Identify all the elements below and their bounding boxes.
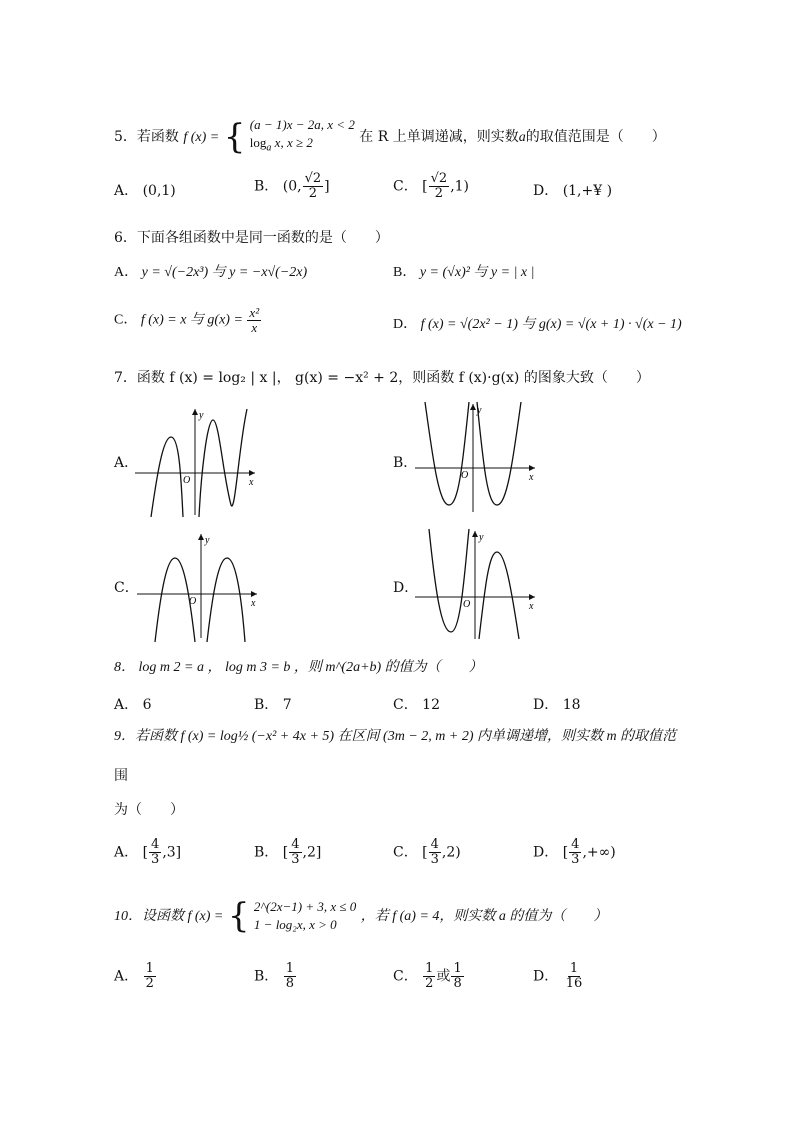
q5-stem [114,116,666,158]
q10-stem [114,898,607,934]
q9-option-c[interactable]: C． [ $\frac{4}{3}$ ,2) [393,837,461,867]
svg-text:O: O [461,470,469,481]
q7-a-x-label: x [249,477,254,488]
q5-piece1: (a − 1)x − 2a, x < 2 [249,117,355,132]
q7-stem: 7．函数 f (x) = log₂ | x |， g(x) = −x² + 2，则函数 f (x)·g(x) 的图象大致（ ） [114,370,650,386]
q6-stem: 6．下面各组函数中是同一函数的是（ ） [114,230,389,246]
q8-option-c[interactable]: C． 12 [393,697,440,713]
q5-suffix: 在 R 上单调递减，则实数 [359,128,519,145]
q5-piecewise [250,116,355,158]
q10-option-c[interactable]: C． $\frac{1}{2}$ 或 $\frac{1}{8}$ [393,961,462,991]
q8-stem: 8． log m 2 = a ， log m 3 = b ，则 m^(2a+b) 的值为（ ） [114,660,483,675]
q9-stem-line3: 为（ ） [114,802,184,818]
svg-text:x: x [529,601,534,612]
q9-option-d[interactable]: D． [ $\frac{4}{3}$ ,+∞) [533,837,616,867]
q5-piece2: $\log_a x$, x ≥ 2 [249,135,313,154]
q10-piece2: 1 − log₂x, x > 0 [253,917,337,932]
q5-number: 5． [114,128,137,145]
q10-brace: { [227,896,250,936]
q7-graph-d[interactable] [415,527,540,642]
q7-graph-c-label[interactable]: C． [114,580,139,596]
q5-option-d[interactable]: D． (1,+¥ ) [533,183,613,199]
q9-stem-line1: 9．若函数 f (x) = log½ (−x² + 4x + 5) 在区间 (3m − 2, m + 2) 内单调递增，则实数 m 的取值范 [114,729,677,744]
q8-option-b[interactable]: B． 7 [254,697,292,713]
q10-suffix: ，若 f (a) = 4，则实数 a 的值为（ ） [360,909,608,924]
q6-option-d[interactable]: D． f (x) = √(2x² − 1) 与 g(x) = √(x + 1) · √(x − 1) [393,317,682,332]
q6-option-c[interactable]: C． f (x) = x 与 g(x) = $\frac{\text{x²}}{x}$ [114,305,260,335]
q6-option-a[interactable]: A． y = √(−2x³) 与 y = −x√(−2x) [114,265,308,280]
q5-fx: f (x) = [183,129,220,145]
q5-option-c[interactable]: C． [ $\frac{√2}{2}$ ,1) [393,171,470,201]
q5-tail: 的取值范围是（ ） [525,128,666,145]
q10-prefix: 10．设函数 f (x) = [114,909,224,924]
svg-text:O: O [463,599,471,610]
svg-text:y: y [479,532,484,543]
q10-option-d[interactable]: D． $\frac{1}{16}$ [533,961,583,991]
q8-option-a[interactable]: A． 6 [114,697,152,713]
svg-text:x: x [251,598,256,609]
q7-graph-c[interactable] [137,530,262,645]
q7-graph-b[interactable] [415,400,540,515]
svg-text:y: y [477,405,482,416]
q8-option-d[interactable]: D． 18 [533,697,581,713]
q6-option-b[interactable]: B． y = (√x)² 与 y = | x | [393,265,535,280]
q7-graph-b-label[interactable]: B． [393,455,418,471]
q10-piece1: 2^(2x−1) + 3, x ≤ 0 [253,899,357,914]
q5-brace: { [223,116,246,157]
q5-option-b[interactable]: B． (0, $\frac{√2}{2}$ ] [254,171,330,201]
q7-a-origin: O [183,475,191,486]
q9-stem-line2: 围 [114,768,128,784]
q7-graph-d-label[interactable]: D． [393,580,419,596]
q7-graph-a[interactable] [135,405,260,520]
q5-var: a [518,129,526,145]
q9-option-a[interactable]: A． [ $\frac{4}{3}$ ,3] [114,837,182,867]
q10-piecewise [254,898,356,934]
q5-option-a[interactable]: A． (0,1) [114,183,176,199]
svg-text:x: x [529,472,534,483]
svg-text:y: y [205,535,210,546]
q10-option-a[interactable]: A． $\frac{1}{2}$ [114,961,154,991]
q7-graph-a-label[interactable]: A． [114,455,139,471]
q10-option-b[interactable]: B． $\frac{1}{8}$ [254,961,295,991]
q9-option-b[interactable]: B． [ $\frac{4}{3}$ ,2] [254,837,322,867]
q7-a-y-label: y [199,410,204,421]
svg-text:O: O [189,596,197,607]
q5-prefix: 若函数 [136,128,179,145]
